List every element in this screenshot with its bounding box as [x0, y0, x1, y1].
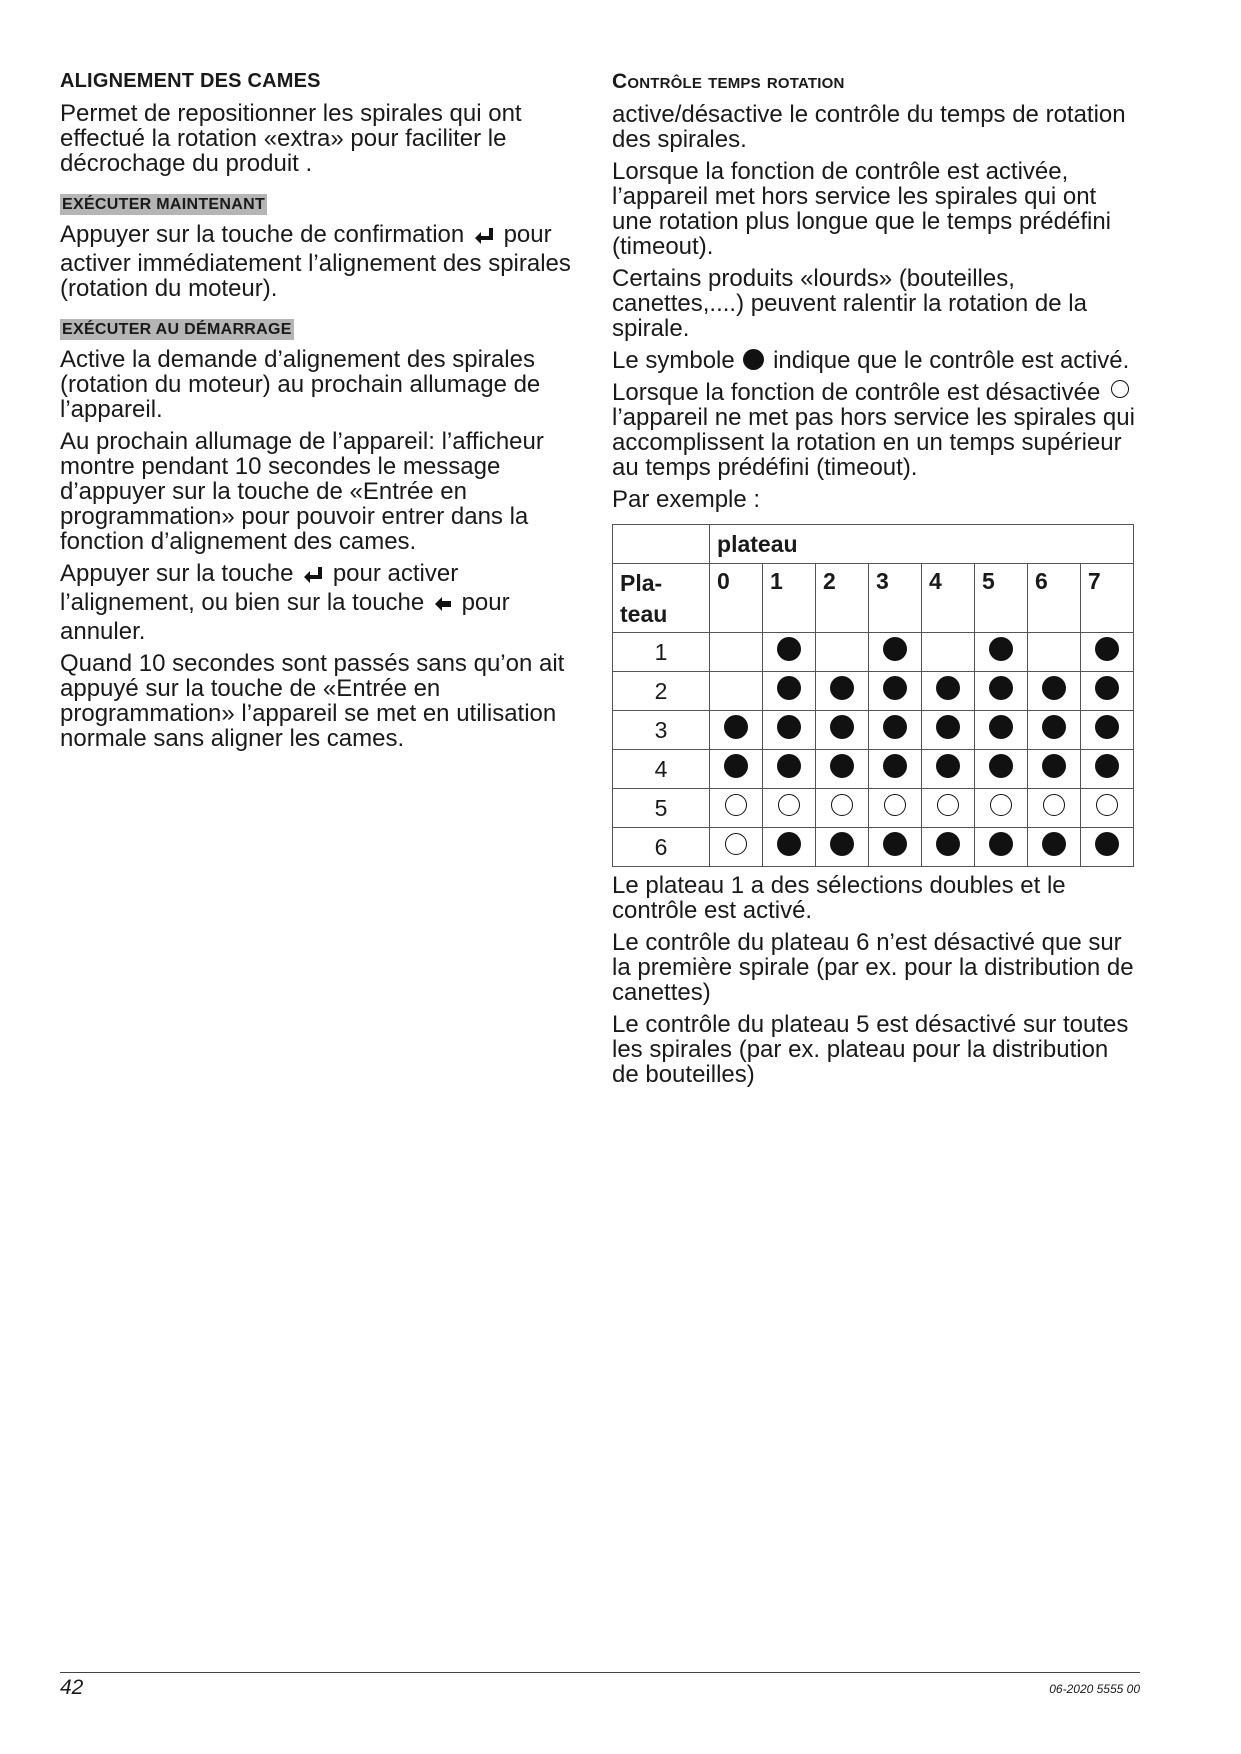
- table-cell: [868, 828, 921, 867]
- text-fragment: indique que le contrôle est activé.: [773, 347, 1130, 374]
- table-cell: [710, 672, 763, 711]
- table-cell: [868, 672, 921, 711]
- table-row: [613, 672, 1134, 711]
- filled-circle-icon: [883, 676, 907, 700]
- filled-circle-icon: [1042, 676, 1066, 700]
- table-cell: [974, 633, 1027, 672]
- column-header: 7: [1080, 564, 1133, 633]
- intro-paragraph: Permet de repositionner les spirales qui ont effectué la rotation «extra» pour faciliter le décrochage du produit .: [60, 100, 522, 177]
- empty-circle-icon: [990, 794, 1012, 816]
- table-cell: [816, 750, 869, 789]
- text-fragment: pour activer l’alignement, ou bien sur la touche: [60, 560, 459, 616]
- row-label: 1: [613, 633, 710, 672]
- table-header-row: [613, 525, 1134, 564]
- table-cell: [1027, 789, 1080, 828]
- filled-circle-icon: [830, 715, 854, 739]
- table-cell: [816, 633, 869, 672]
- filled-circle-icon: [883, 637, 907, 661]
- empty-circle-icon: [937, 794, 959, 816]
- table-cell: [1080, 789, 1133, 828]
- table-cell: [1080, 828, 1133, 867]
- plateau-table-body: [613, 525, 1134, 867]
- table-cell: [921, 672, 974, 711]
- table-cell: [974, 672, 1027, 711]
- empty-circle-icon: [884, 794, 906, 816]
- table-cell: [763, 828, 816, 867]
- paragraph-controle-5: [612, 380, 1140, 480]
- filled-circle-icon: [989, 715, 1013, 739]
- filled-circle-icon: [883, 754, 907, 778]
- row-label: 2: [613, 672, 710, 711]
- empty-circle-icon: [1043, 794, 1065, 816]
- filled-circle-icon: [1095, 637, 1119, 661]
- paragraph-demarrage-1: Active la demande d’alignement des spirales (rotation du moteur) au prochain allumage de l’appareil.: [60, 346, 541, 423]
- table-cell: [763, 789, 816, 828]
- table-cell: [1027, 672, 1080, 711]
- filled-circle-icon: [1095, 676, 1119, 700]
- filled-circle-icon: [936, 754, 960, 778]
- paragraph-demarrage-2: Au prochain allumage de l’appareil: l’afficheur montre pendant 10 secondes le message d’appuyer sur la touche de «Entrée en programmation» pour pouvoir entrer dans la fonction d’alignement des cames.: [60, 428, 544, 555]
- back-arrow-icon: [433, 594, 453, 619]
- filled-circle-icon: [724, 715, 748, 739]
- section-title-controle: Contrôle temps rotation: [612, 70, 845, 93]
- filled-circle-icon: [777, 637, 801, 661]
- table-row: [613, 828, 1134, 867]
- column-header: 4: [921, 564, 974, 633]
- table-cell: [763, 711, 816, 750]
- table-cell: [763, 750, 816, 789]
- filled-circle-icon: [724, 754, 748, 778]
- filled-circle-icon: [777, 676, 801, 700]
- paragraph-exemple: Par exemple :: [612, 486, 761, 513]
- table-cell: [1080, 750, 1133, 789]
- document-code: 06-2020 5555 00: [1049, 1682, 1140, 1696]
- empty-circle-icon: [725, 833, 747, 855]
- filled-circle-icon: [777, 754, 801, 778]
- row-label: 3: [613, 711, 710, 750]
- filled-circle-icon: [1042, 754, 1066, 778]
- row-label: 5: [613, 789, 710, 828]
- filled-circle-icon: [1095, 832, 1119, 856]
- table-cell: [868, 750, 921, 789]
- filled-circle-icon: [936, 715, 960, 739]
- column-header: 2: [816, 564, 869, 633]
- text-fragment: Le symbole: [612, 347, 735, 374]
- filled-circle-icon: [989, 832, 1013, 856]
- table-cell: [974, 711, 1027, 750]
- enter-return-icon: [473, 226, 495, 251]
- table-cell: [921, 828, 974, 867]
- filled-circle-icon: [936, 676, 960, 700]
- column-header: 6: [1027, 564, 1080, 633]
- filled-circle-icon: [830, 832, 854, 856]
- table-cell: [974, 789, 1027, 828]
- filled-circle-icon: [830, 676, 854, 700]
- table-cell: [921, 711, 974, 750]
- row-label: 4: [613, 750, 710, 789]
- filled-circle-icon: [743, 349, 764, 370]
- table-cell: [816, 672, 869, 711]
- text-fragment: l’appareil ne met pas hors service les spirales qui accomplissent la rotation en un temps supérieur au temps prédéfini (timeout).: [612, 404, 1135, 481]
- table-row: [613, 711, 1134, 750]
- right-column: [612, 70, 1140, 1094]
- paragraph-demarrage-3: [60, 561, 580, 644]
- subheading-executer-demarrage: EXÉCUTER AU DÉMARRAGE: [62, 321, 292, 338]
- paragraph-demarrage-4: Quand 10 secondes sont passés sans qu’on ait appuyé sur la touche de «Entrée en programmation» l’appareil se met en utilisation normale sans aligner les cames.: [60, 650, 565, 752]
- table-cell: [710, 711, 763, 750]
- table-cell: [816, 828, 869, 867]
- text-fragment: pour activer immédiatement l’alignement des spirales (rotation du moteur).: [60, 221, 571, 302]
- filled-circle-icon: [1095, 715, 1119, 739]
- table-cell: [710, 633, 763, 672]
- table-cell: [921, 789, 974, 828]
- paragraph-after-2: Le contrôle du plateau 6 n’est désactivé que sur la première spirale (par ex. pour la distribution de canettes): [612, 929, 1134, 1006]
- paragraph-maintenant: [60, 222, 580, 301]
- paragraph-controle-3: Certains produits «lourds» (bouteilles, canettes,....) peuvent ralentir la rotation de la spirale.: [612, 265, 1087, 342]
- paragraph-controle-4: [612, 348, 1140, 373]
- column-group-header: plateau: [710, 525, 1134, 564]
- empty-circle-icon: [1096, 794, 1118, 816]
- table-cell: [1080, 711, 1133, 750]
- filled-circle-icon: [989, 637, 1013, 661]
- filled-circle-icon: [1042, 832, 1066, 856]
- table-cell: [710, 828, 763, 867]
- paragraph-controle-1: active/désactive le contrôle du temps de rotation des spirales.: [612, 101, 1126, 153]
- empty-circle-icon: [778, 794, 800, 816]
- table-cell: [1027, 633, 1080, 672]
- paragraph-controle-2: Lorsque la fonction de contrôle est activée, l’appareil met hors service les spirales qui ont une rotation plus longue que le temps prédéfini (timeout).: [612, 158, 1112, 260]
- table-cell: [974, 750, 1027, 789]
- table-row: [613, 633, 1134, 672]
- row-label: 6: [613, 828, 710, 867]
- column-header: 5: [974, 564, 1027, 633]
- filled-circle-icon: [1095, 754, 1119, 778]
- table-cell: [763, 672, 816, 711]
- table-cell: [921, 750, 974, 789]
- text-fragment: Appuyer sur la touche: [60, 560, 294, 587]
- filled-circle-icon: [989, 754, 1013, 778]
- left-column: [60, 70, 580, 758]
- table-cell: [1027, 750, 1080, 789]
- subheading-executer-maintenant: EXÉCUTER MAINTENANT: [62, 196, 266, 213]
- table-row: [613, 789, 1134, 828]
- footer-divider: [60, 1672, 1140, 1673]
- paragraph-after-1: Le plateau 1 a des sélections doubles et le contrôle est activé.: [612, 872, 1066, 924]
- table-cell: [868, 633, 921, 672]
- filled-circle-icon: [936, 832, 960, 856]
- page-number: 42: [60, 1676, 84, 1699]
- table-cell: [1080, 633, 1133, 672]
- filled-circle-icon: [883, 832, 907, 856]
- table-cell: [710, 789, 763, 828]
- paragraph-after-3: Le contrôle du plateau 5 est désactivé sur toutes les spirales (par ex. plateau pour la distribution de bouteilles): [612, 1011, 1129, 1088]
- table-cell: [1027, 711, 1080, 750]
- table-cell: [921, 633, 974, 672]
- table-cell: [710, 750, 763, 789]
- empty-circle-icon: [831, 794, 853, 816]
- filled-circle-icon: [777, 832, 801, 856]
- text-fragment: Appuyer sur la touche de confirmation: [60, 221, 465, 248]
- column-header: 3: [868, 564, 921, 633]
- table-cell: [816, 789, 869, 828]
- table-cell: [868, 789, 921, 828]
- column-header: 1: [763, 564, 816, 633]
- table-row: [613, 750, 1134, 789]
- table-cell: [763, 633, 816, 672]
- filled-circle-icon: [777, 715, 801, 739]
- filled-circle-icon: [883, 715, 907, 739]
- text-fragment: Lorsque la fonction de contrôle est désactivée: [612, 379, 1101, 406]
- table-cell: [816, 711, 869, 750]
- enter-return-icon: [302, 565, 324, 590]
- filled-circle-icon: [1042, 715, 1066, 739]
- empty-circle-icon: [725, 794, 747, 816]
- empty-circle-icon: [1111, 380, 1129, 398]
- filled-circle-icon: [830, 754, 854, 778]
- table-cell: [1027, 828, 1080, 867]
- section-title-alignement: ALIGNEMENT DES CAMES: [60, 70, 321, 92]
- table-cell: [868, 711, 921, 750]
- table-cell: [1080, 672, 1133, 711]
- text-fragment: pour annuler.: [60, 589, 510, 645]
- filled-circle-icon: [989, 676, 1013, 700]
- column-header: 0: [710, 564, 763, 633]
- table-corner-cell: [613, 525, 710, 564]
- plateau-table: [612, 524, 1134, 867]
- row-group-header: Pla- teau: [613, 564, 710, 633]
- table-cell: [974, 828, 1027, 867]
- table-columns-row: [613, 564, 1134, 633]
